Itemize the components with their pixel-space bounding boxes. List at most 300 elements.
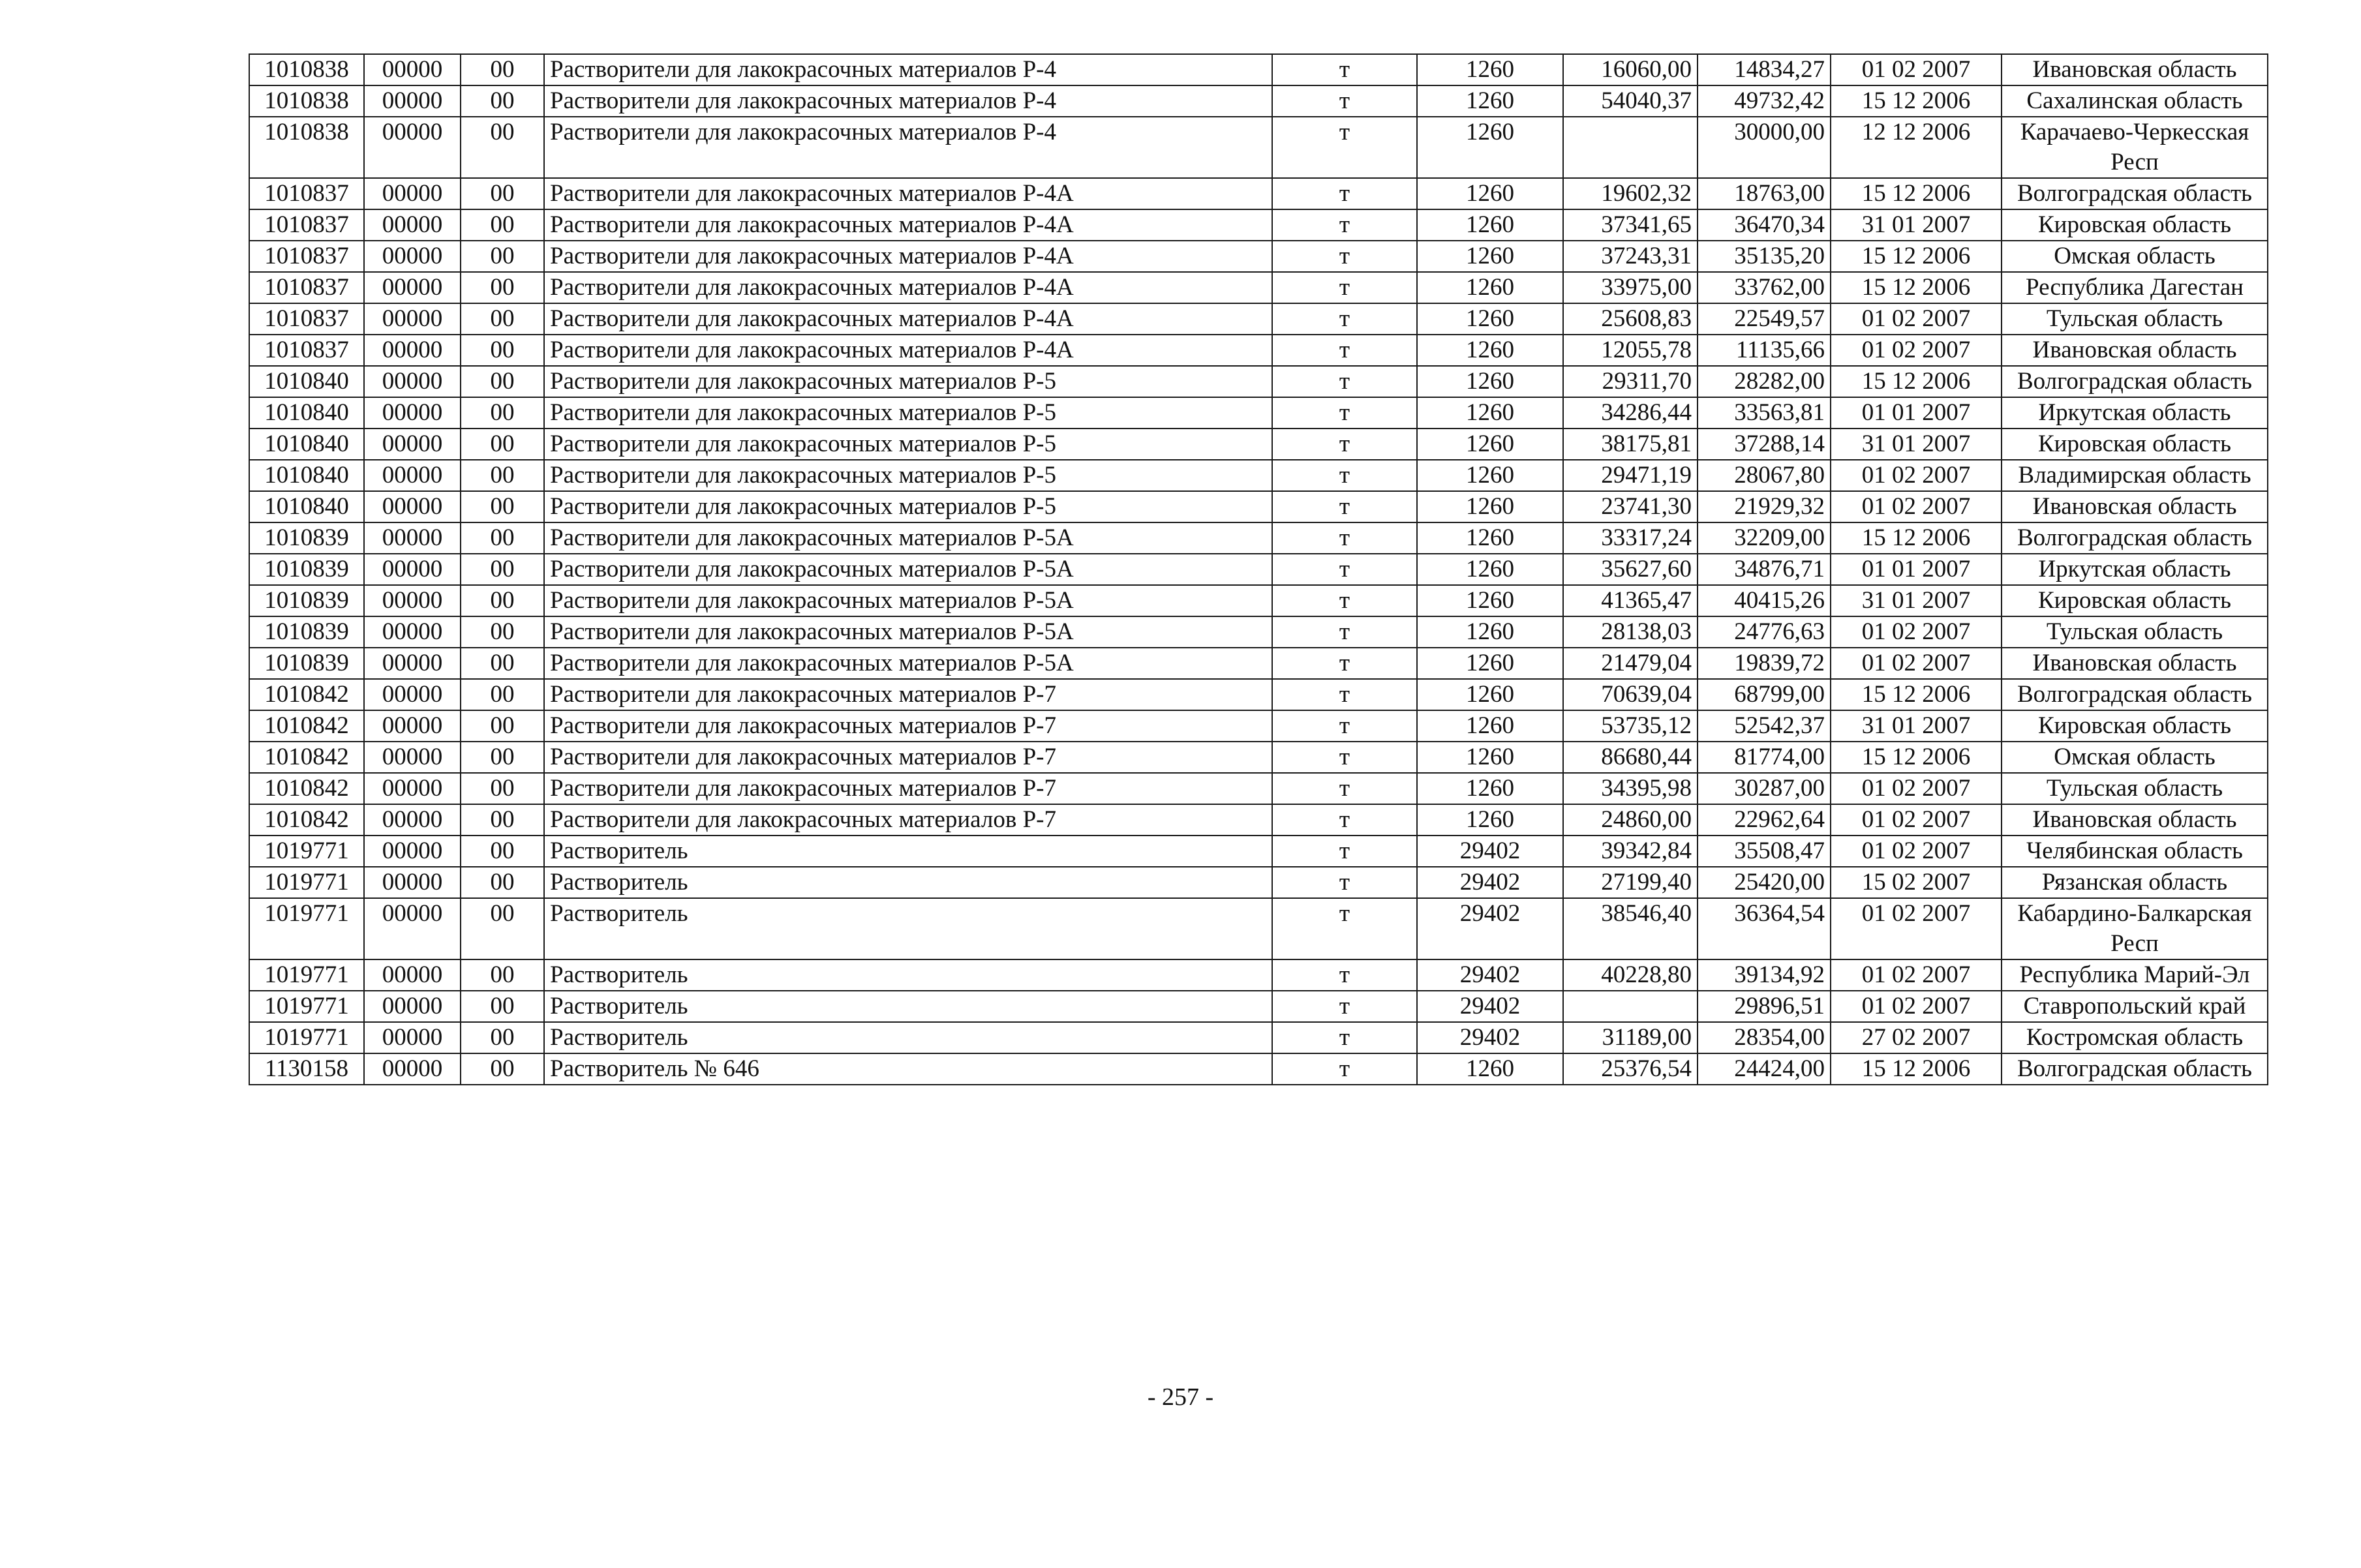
table-row — [249, 836, 2268, 867]
cell-product-name: Растворитель — [544, 959, 1272, 991]
cell-region: Владимирская область — [2002, 460, 2268, 491]
cell-reference: 1260 — [1417, 491, 1563, 522]
cell-unit: т — [1272, 335, 1417, 366]
cell-region: Волгоградская область — [2002, 1053, 2268, 1085]
cell-price-2: 36364,54 — [1698, 898, 1831, 959]
cell-product-name: Растворитель — [544, 867, 1272, 898]
cell-num: 00 — [461, 679, 544, 710]
cell-num: 00 — [461, 742, 544, 773]
cell-reference: 1260 — [1417, 397, 1563, 429]
cell-region: Ивановская область — [2002, 335, 2268, 366]
cell-num: 00 — [461, 178, 544, 209]
table-row — [249, 648, 2268, 679]
price-table — [249, 53, 2268, 1085]
cell-unit: т — [1272, 460, 1417, 491]
cell-unit: т — [1272, 554, 1417, 585]
cell-product-name: Растворитель № 646 — [544, 1053, 1272, 1085]
table-row — [249, 679, 2268, 710]
table-row — [249, 991, 2268, 1022]
cell-price-2: 49732,42 — [1698, 85, 1831, 117]
cell-code: 1010840 — [249, 460, 364, 491]
cell-reference: 1260 — [1417, 585, 1563, 616]
cell-reference: 1260 — [1417, 773, 1563, 804]
cell-region: Сахалинская область — [2002, 85, 2268, 117]
cell-unit: т — [1272, 585, 1417, 616]
cell-price-1: 38546,40 — [1563, 898, 1698, 959]
cell-unit: т — [1272, 178, 1417, 209]
cell-num: 00 — [461, 648, 544, 679]
cell-num: 00 — [461, 1022, 544, 1053]
cell-region: Омская область — [2002, 241, 2268, 272]
cell-date: 01 02 2007 — [1831, 898, 2002, 959]
cell-date: 01 02 2007 — [1831, 303, 2002, 335]
table-row — [249, 773, 2268, 804]
table-row — [249, 554, 2268, 585]
cell-region: Челябинская область — [2002, 836, 2268, 867]
cell-price-2: 30287,00 — [1698, 773, 1831, 804]
cell-price-1: 27199,40 — [1563, 867, 1698, 898]
cell-product-name: Растворители для лакокрасочных материалов Р-4А — [544, 272, 1272, 303]
cell-product-name: Растворители для лакокрасочных материалов Р-5А — [544, 648, 1272, 679]
cell-code: 1010837 — [249, 272, 364, 303]
cell-product-name: Растворители для лакокрасочных материалов Р-5А — [544, 554, 1272, 585]
cell-price-2: 25420,00 — [1698, 867, 1831, 898]
cell-unit: т — [1272, 429, 1417, 460]
cell-code: 1019771 — [249, 867, 364, 898]
cell-code: 1010842 — [249, 804, 364, 836]
cell-reference: 1260 — [1417, 1053, 1563, 1085]
cell-price-2: 21929,32 — [1698, 491, 1831, 522]
cell-num: 00 — [461, 429, 544, 460]
cell-region: Кировская область — [2002, 585, 2268, 616]
table-row — [249, 366, 2268, 397]
cell-reference: 29402 — [1417, 991, 1563, 1022]
table-row — [249, 178, 2268, 209]
cell-price-2: 37288,14 — [1698, 429, 1831, 460]
cell-reference: 1260 — [1417, 117, 1563, 178]
cell-price-2: 52542,37 — [1698, 710, 1831, 742]
table-row — [249, 616, 2268, 648]
cell-product-name: Растворители для лакокрасочных материалов Р-4А — [544, 303, 1272, 335]
cell-date: 31 01 2007 — [1831, 710, 2002, 742]
cell-region: Кировская область — [2002, 429, 2268, 460]
cell-code: 1010837 — [249, 178, 364, 209]
cell-date: 01 02 2007 — [1831, 836, 2002, 867]
cell-reference: 1260 — [1417, 648, 1563, 679]
cell-subcode: 00000 — [364, 178, 461, 209]
table-row — [249, 522, 2268, 554]
cell-date: 27 02 2007 — [1831, 1022, 2002, 1053]
cell-region: Омская область — [2002, 742, 2268, 773]
cell-code: 1130158 — [249, 1053, 364, 1085]
cell-region: Карачаево-Черкесская Респ — [2002, 117, 2268, 178]
cell-region: Костромская область — [2002, 1022, 2268, 1053]
cell-product-name: Растворители для лакокрасочных материалов Р-7 — [544, 679, 1272, 710]
cell-unit: т — [1272, 366, 1417, 397]
cell-product-name: Растворители для лакокрасочных материалов Р-5 — [544, 397, 1272, 429]
cell-region: Ивановская область — [2002, 804, 2268, 836]
cell-region: Республика Марий-Эл — [2002, 959, 2268, 991]
cell-unit: т — [1272, 710, 1417, 742]
cell-num: 00 — [461, 959, 544, 991]
cell-code: 1010842 — [249, 742, 364, 773]
cell-region: Ставропольский край — [2002, 991, 2268, 1022]
cell-price-1: 37341,65 — [1563, 209, 1698, 241]
cell-code: 1010839 — [249, 648, 364, 679]
cell-price-1: 23741,30 — [1563, 491, 1698, 522]
cell-price-2: 33762,00 — [1698, 272, 1831, 303]
cell-code: 1010840 — [249, 366, 364, 397]
cell-subcode: 00000 — [364, 397, 461, 429]
cell-subcode: 00000 — [364, 804, 461, 836]
cell-num: 00 — [461, 366, 544, 397]
cell-num: 00 — [461, 1053, 544, 1085]
cell-num: 00 — [461, 804, 544, 836]
table-row — [249, 117, 2268, 178]
cell-num: 00 — [461, 585, 544, 616]
cell-code: 1010837 — [249, 303, 364, 335]
cell-price-2: 18763,00 — [1698, 178, 1831, 209]
cell-subcode: 00000 — [364, 366, 461, 397]
cell-product-name: Растворители для лакокрасочных материалов Р-4 — [544, 85, 1272, 117]
cell-unit: т — [1272, 117, 1417, 178]
cell-code: 1019771 — [249, 991, 364, 1022]
cell-unit: т — [1272, 241, 1417, 272]
cell-price-2: 28067,80 — [1698, 460, 1831, 491]
cell-code: 1010842 — [249, 710, 364, 742]
cell-reference: 1260 — [1417, 616, 1563, 648]
cell-reference: 1260 — [1417, 804, 1563, 836]
cell-subcode: 00000 — [364, 429, 461, 460]
table-row — [249, 585, 2268, 616]
cell-code: 1019771 — [249, 959, 364, 991]
cell-price-1 — [1563, 991, 1698, 1022]
cell-price-2: 33563,81 — [1698, 397, 1831, 429]
cell-subcode: 00000 — [364, 616, 461, 648]
cell-reference: 1260 — [1417, 335, 1563, 366]
cell-unit: т — [1272, 742, 1417, 773]
cell-subcode: 00000 — [364, 85, 461, 117]
cell-price-2: 34876,71 — [1698, 554, 1831, 585]
table-row — [249, 241, 2268, 272]
cell-date: 15 12 2006 — [1831, 85, 2002, 117]
cell-product-name: Растворители для лакокрасочных материалов Р-4А — [544, 335, 1272, 366]
cell-unit: т — [1272, 898, 1417, 959]
cell-reference: 1260 — [1417, 522, 1563, 554]
cell-subcode: 00000 — [364, 1053, 461, 1085]
cell-reference: 1260 — [1417, 366, 1563, 397]
cell-price-1: 70639,04 — [1563, 679, 1698, 710]
cell-unit: т — [1272, 648, 1417, 679]
cell-unit: т — [1272, 836, 1417, 867]
table-row — [249, 429, 2268, 460]
cell-subcode: 00000 — [364, 241, 461, 272]
cell-unit: т — [1272, 959, 1417, 991]
cell-region: Ивановская область — [2002, 648, 2268, 679]
cell-code: 1010837 — [249, 241, 364, 272]
cell-product-name: Растворители для лакокрасочных материалов Р-4А — [544, 241, 1272, 272]
cell-product-name: Растворители для лакокрасочных материалов Р-4А — [544, 178, 1272, 209]
table-row — [249, 867, 2268, 898]
cell-price-1: 34395,98 — [1563, 773, 1698, 804]
cell-date: 15 12 2006 — [1831, 241, 2002, 272]
cell-product-name: Растворители для лакокрасочных материалов Р-5 — [544, 491, 1272, 522]
cell-price-2: 22962,64 — [1698, 804, 1831, 836]
table-row — [249, 85, 2268, 117]
cell-product-name: Растворители для лакокрасочных материалов Р-7 — [544, 773, 1272, 804]
cell-subcode: 00000 — [364, 679, 461, 710]
cell-price-1: 19602,32 — [1563, 178, 1698, 209]
cell-price-1: 40228,80 — [1563, 959, 1698, 991]
cell-product-name: Растворитель — [544, 1022, 1272, 1053]
cell-date: 01 02 2007 — [1831, 54, 2002, 85]
cell-region: Кировская область — [2002, 209, 2268, 241]
cell-reference: 1260 — [1417, 272, 1563, 303]
cell-price-2: 81774,00 — [1698, 742, 1831, 773]
table-row — [249, 54, 2268, 85]
cell-product-name: Растворители для лакокрасочных материалов Р-5 — [544, 366, 1272, 397]
cell-price-2: 24424,00 — [1698, 1053, 1831, 1085]
cell-code: 1010840 — [249, 397, 364, 429]
cell-num: 00 — [461, 460, 544, 491]
cell-date: 31 01 2007 — [1831, 209, 2002, 241]
cell-unit: т — [1272, 1053, 1417, 1085]
cell-price-2: 68799,00 — [1698, 679, 1831, 710]
cell-price-1 — [1563, 117, 1698, 178]
cell-price-1: 35627,60 — [1563, 554, 1698, 585]
cell-num: 00 — [461, 710, 544, 742]
cell-num: 00 — [461, 85, 544, 117]
cell-unit: т — [1272, 1022, 1417, 1053]
cell-price-1: 86680,44 — [1563, 742, 1698, 773]
cell-product-name: Растворители для лакокрасочных материалов Р-5А — [544, 585, 1272, 616]
cell-subcode: 00000 — [364, 1022, 461, 1053]
table-row — [249, 959, 2268, 991]
cell-price-2: 28282,00 — [1698, 366, 1831, 397]
cell-num: 00 — [461, 209, 544, 241]
cell-subcode: 00000 — [364, 491, 461, 522]
cell-num: 00 — [461, 241, 544, 272]
cell-num: 00 — [461, 836, 544, 867]
cell-subcode: 00000 — [364, 742, 461, 773]
cell-reference: 29402 — [1417, 1022, 1563, 1053]
cell-code: 1010839 — [249, 522, 364, 554]
cell-code: 1010837 — [249, 209, 364, 241]
cell-unit: т — [1272, 54, 1417, 85]
cell-region: Волгоградская область — [2002, 178, 2268, 209]
cell-reference: 1260 — [1417, 429, 1563, 460]
cell-region: Волгоградская область — [2002, 366, 2268, 397]
cell-price-1: 41365,47 — [1563, 585, 1698, 616]
cell-price-2: 35135,20 — [1698, 241, 1831, 272]
cell-code: 1019771 — [249, 836, 364, 867]
table-row — [249, 460, 2268, 491]
table-row — [249, 742, 2268, 773]
cell-product-name: Растворитель — [544, 898, 1272, 959]
cell-num: 00 — [461, 117, 544, 178]
cell-price-2: 39134,92 — [1698, 959, 1831, 991]
cell-reference: 1260 — [1417, 679, 1563, 710]
cell-subcode: 00000 — [364, 460, 461, 491]
cell-product-name: Растворители для лакокрасочных материалов Р-4А — [544, 209, 1272, 241]
cell-num: 00 — [461, 335, 544, 366]
cell-code: 1010839 — [249, 585, 364, 616]
cell-price-2: 28354,00 — [1698, 1022, 1831, 1053]
cell-price-2: 30000,00 — [1698, 117, 1831, 178]
cell-reference: 1260 — [1417, 303, 1563, 335]
cell-unit: т — [1272, 773, 1417, 804]
cell-price-1: 33317,24 — [1563, 522, 1698, 554]
cell-product-name: Растворители для лакокрасочных материалов Р-4 — [544, 117, 1272, 178]
cell-region: Ивановская область — [2002, 54, 2268, 85]
cell-region: Кабардино-Балкарская Респ — [2002, 898, 2268, 959]
cell-region: Волгоградская область — [2002, 522, 2268, 554]
cell-price-2: 36470,34 — [1698, 209, 1831, 241]
table-row — [249, 397, 2268, 429]
cell-subcode: 00000 — [364, 303, 461, 335]
cell-subcode: 00000 — [364, 117, 461, 178]
cell-unit: т — [1272, 209, 1417, 241]
cell-reference: 29402 — [1417, 867, 1563, 898]
table-row — [249, 804, 2268, 836]
cell-subcode: 00000 — [364, 272, 461, 303]
cell-reference: 1260 — [1417, 742, 1563, 773]
cell-code: 1019771 — [249, 1022, 364, 1053]
cell-price-2: 35508,47 — [1698, 836, 1831, 867]
cell-date: 01 01 2007 — [1831, 397, 2002, 429]
cell-unit: т — [1272, 491, 1417, 522]
cell-date: 31 01 2007 — [1831, 429, 2002, 460]
cell-date: 01 02 2007 — [1831, 616, 2002, 648]
cell-num: 00 — [461, 491, 544, 522]
cell-product-name: Растворители для лакокрасочных материалов Р-7 — [544, 804, 1272, 836]
cell-subcode: 00000 — [364, 991, 461, 1022]
cell-product-name: Растворитель — [544, 836, 1272, 867]
cell-subcode: 00000 — [364, 54, 461, 85]
cell-num: 00 — [461, 397, 544, 429]
cell-date: 01 02 2007 — [1831, 959, 2002, 991]
cell-region: Республика Дагестан — [2002, 272, 2268, 303]
cell-code: 1010839 — [249, 616, 364, 648]
table-row — [249, 303, 2268, 335]
cell-num: 00 — [461, 522, 544, 554]
cell-region: Иркутская область — [2002, 554, 2268, 585]
cell-subcode: 00000 — [364, 554, 461, 585]
cell-date: 15 12 2006 — [1831, 366, 2002, 397]
cell-subcode: 00000 — [364, 710, 461, 742]
cell-date: 15 02 2007 — [1831, 867, 2002, 898]
cell-region: Тульская область — [2002, 616, 2268, 648]
cell-price-1: 37243,31 — [1563, 241, 1698, 272]
table-row — [249, 272, 2268, 303]
cell-price-2: 24776,63 — [1698, 616, 1831, 648]
cell-reference: 1260 — [1417, 54, 1563, 85]
cell-num: 00 — [461, 616, 544, 648]
cell-code: 1010840 — [249, 429, 364, 460]
cell-region: Рязанская область — [2002, 867, 2268, 898]
cell-product-name: Растворители для лакокрасочных материалов Р-5А — [544, 522, 1272, 554]
cell-unit: т — [1272, 303, 1417, 335]
cell-date: 01 02 2007 — [1831, 991, 2002, 1022]
cell-price-1: 54040,37 — [1563, 85, 1698, 117]
cell-region: Тульская область — [2002, 303, 2268, 335]
cell-reference: 29402 — [1417, 898, 1563, 959]
cell-price-1: 38175,81 — [1563, 429, 1698, 460]
cell-price-1: 33975,00 — [1563, 272, 1698, 303]
cell-price-1: 31189,00 — [1563, 1022, 1698, 1053]
cell-product-name: Растворители для лакокрасочных материалов Р-7 — [544, 742, 1272, 773]
cell-subcode: 00000 — [364, 898, 461, 959]
cell-subcode: 00000 — [364, 522, 461, 554]
cell-date: 01 02 2007 — [1831, 491, 2002, 522]
cell-code: 1010839 — [249, 554, 364, 585]
table-row — [249, 710, 2268, 742]
cell-reference: 1260 — [1417, 178, 1563, 209]
cell-date: 01 02 2007 — [1831, 804, 2002, 836]
cell-reference: 1260 — [1417, 554, 1563, 585]
cell-price-2: 32209,00 — [1698, 522, 1831, 554]
cell-code: 1019771 — [249, 898, 364, 959]
cell-reference: 1260 — [1417, 710, 1563, 742]
cell-subcode: 00000 — [364, 648, 461, 679]
table-row — [249, 491, 2268, 522]
cell-subcode: 00000 — [364, 959, 461, 991]
cell-region: Ивановская область — [2002, 491, 2268, 522]
cell-price-1: 39342,84 — [1563, 836, 1698, 867]
cell-date: 15 12 2006 — [1831, 742, 2002, 773]
cell-date: 12 12 2006 — [1831, 117, 2002, 178]
cell-unit: т — [1272, 867, 1417, 898]
cell-date: 15 12 2006 — [1831, 679, 2002, 710]
cell-unit: т — [1272, 616, 1417, 648]
cell-unit: т — [1272, 679, 1417, 710]
cell-price-2: 22549,57 — [1698, 303, 1831, 335]
cell-num: 00 — [461, 54, 544, 85]
cell-num: 00 — [461, 991, 544, 1022]
cell-region: Кировская область — [2002, 710, 2268, 742]
cell-num: 00 — [461, 272, 544, 303]
cell-price-1: 53735,12 — [1563, 710, 1698, 742]
cell-price-2: 11135,66 — [1698, 335, 1831, 366]
cell-date: 15 12 2006 — [1831, 522, 2002, 554]
cell-price-1: 28138,03 — [1563, 616, 1698, 648]
cell-price-1: 29311,70 — [1563, 366, 1698, 397]
cell-unit: т — [1272, 272, 1417, 303]
cell-price-2: 19839,72 — [1698, 648, 1831, 679]
cell-num: 00 — [461, 303, 544, 335]
cell-unit: т — [1272, 85, 1417, 117]
table-row — [249, 898, 2268, 959]
cell-price-1: 25608,83 — [1563, 303, 1698, 335]
table-row — [249, 335, 2268, 366]
cell-code: 1010838 — [249, 117, 364, 178]
cell-date: 15 12 2006 — [1831, 178, 2002, 209]
cell-reference: 1260 — [1417, 460, 1563, 491]
cell-reference: 29402 — [1417, 959, 1563, 991]
cell-date: 15 12 2006 — [1831, 1053, 2002, 1085]
cell-price-1: 12055,78 — [1563, 335, 1698, 366]
cell-date: 01 02 2007 — [1831, 648, 2002, 679]
cell-subcode: 00000 — [364, 585, 461, 616]
cell-num: 00 — [461, 867, 544, 898]
cell-date: 31 01 2007 — [1831, 585, 2002, 616]
cell-reference: 1260 — [1417, 85, 1563, 117]
cell-code: 1010838 — [249, 54, 364, 85]
cell-price-1: 25376,54 — [1563, 1053, 1698, 1085]
cell-product-name: Растворители для лакокрасочных материалов Р-5 — [544, 460, 1272, 491]
cell-subcode: 00000 — [364, 867, 461, 898]
price-table-body — [249, 54, 2268, 1085]
